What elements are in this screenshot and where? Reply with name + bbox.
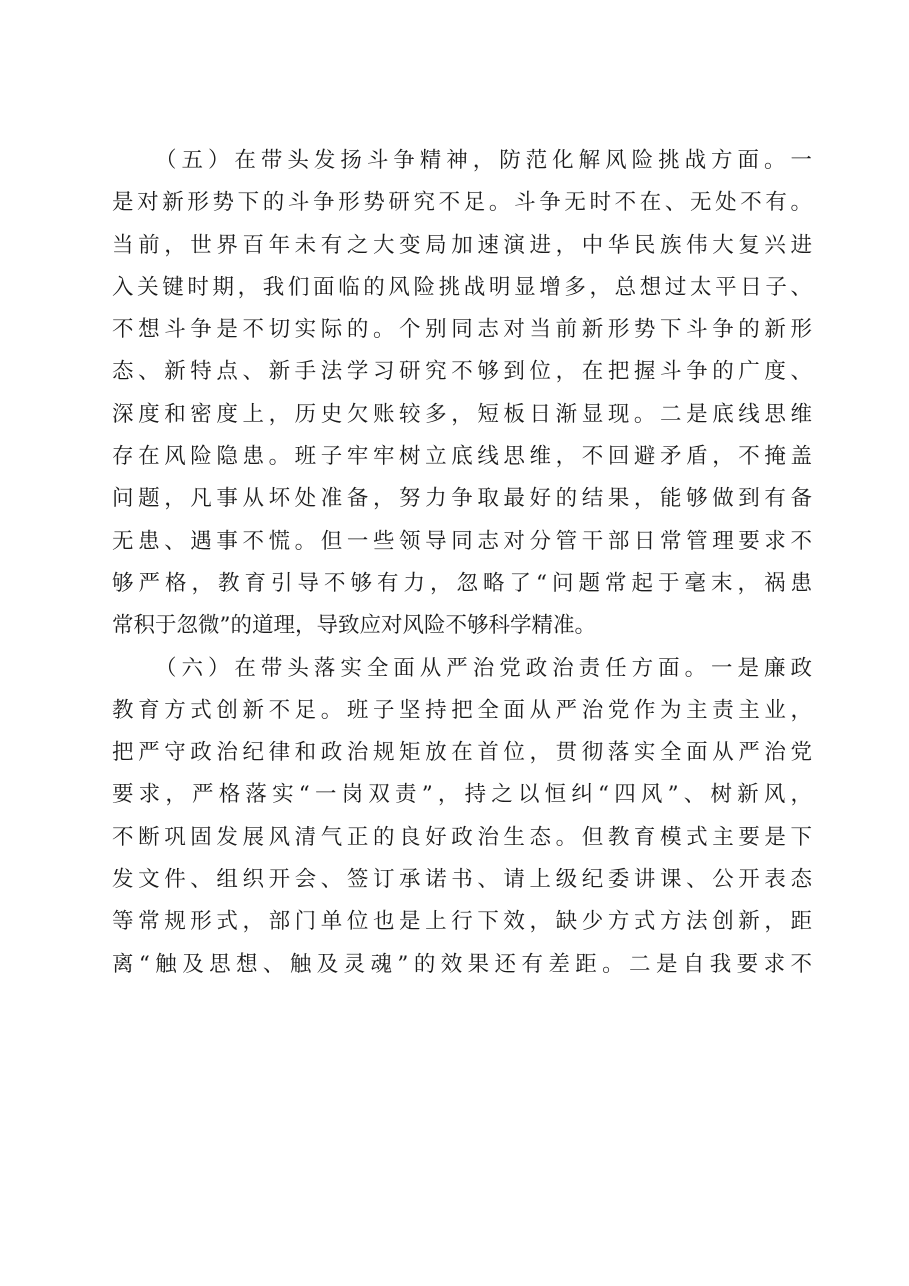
paragraph-5-line-7: 深度和密度上，历史欠账较多，短板日渐显现。二是底线思维 [112, 401, 812, 427]
paragraph-6-line-4: 要求，严格落实“一岗双责”，持之以恒纠“四风”、树新风， [112, 782, 812, 808]
paragraph-6-line-8: 离“触及思想、触及灵魂”的效果还有差距。二是自我要求不 [112, 951, 812, 977]
paragraph-6-line-7: 等常规形式，部门单位也是上行下效，缺少方式方法创新，距 [112, 909, 812, 935]
paragraph-6-line-2: 教育方式创新不足。班子坚持把全面从严治党作为主责主业， [112, 697, 812, 723]
paragraph-5-line-1: （五）在带头发扬斗争精神，防范化解风险挑战方面。一 [155, 148, 812, 173]
paragraph-5-line-4: 入关键时期，我们面临的风险挑战明显增多，总想过太平日子、 [112, 274, 812, 300]
paragraph-6-line-5: 不断巩固发展风清气正的良好政治生态。但教育模式主要是下 [112, 824, 812, 850]
document-body [112, 140, 812, 986]
paragraph-5-line-9: 问题，凡事从坏处准备，努力争取最好的结果，能够做到有备 [112, 486, 812, 512]
paragraph-6-line-6: 发文件、组织开会、签订承诺书、请上级纪委讲课、公开表态 [112, 867, 812, 893]
paragraph-5-line-12: 常积于忽微”的道理，导致应对风险不够科学精准。 [112, 613, 596, 639]
paragraph-5-line-6: 态、新特点、新手法学习研究不够到位，在把握斗争的广度、 [112, 359, 812, 385]
paragraph-5-line-8: 存在风险隐患。班子牢牢树立底线思维，不回避矛盾，不掩盖 [112, 444, 812, 470]
paragraph-5-line-2: 是对新形势下的斗争形势研究不足。斗争无时不在、无处不有。 [112, 190, 812, 216]
paragraph-6-line-1: （六）在带头落实全面从严治党政治责任方面。一是廉政 [155, 655, 812, 681]
paragraph-5-line-5: 不想斗争是不切实际的。个别同志对当前新形势下斗争的新形 [112, 317, 812, 343]
paragraph-5-line-10: 无患、遇事不慌。但一些领导同志对分管干部日常管理要求不 [112, 528, 812, 554]
paragraph-5-line-3: 当前，世界百年未有之大变局加速演进，中华民族伟大复兴进 [112, 232, 812, 258]
paragraph-5-line-11: 够严格，教育引导不够有力，忽略了“问题常起于毫末，祸患 [112, 570, 812, 596]
paragraph-6-line-3: 把严守政治纪律和政治规矩放在首位，贯彻落实全面从严治党 [112, 740, 812, 766]
